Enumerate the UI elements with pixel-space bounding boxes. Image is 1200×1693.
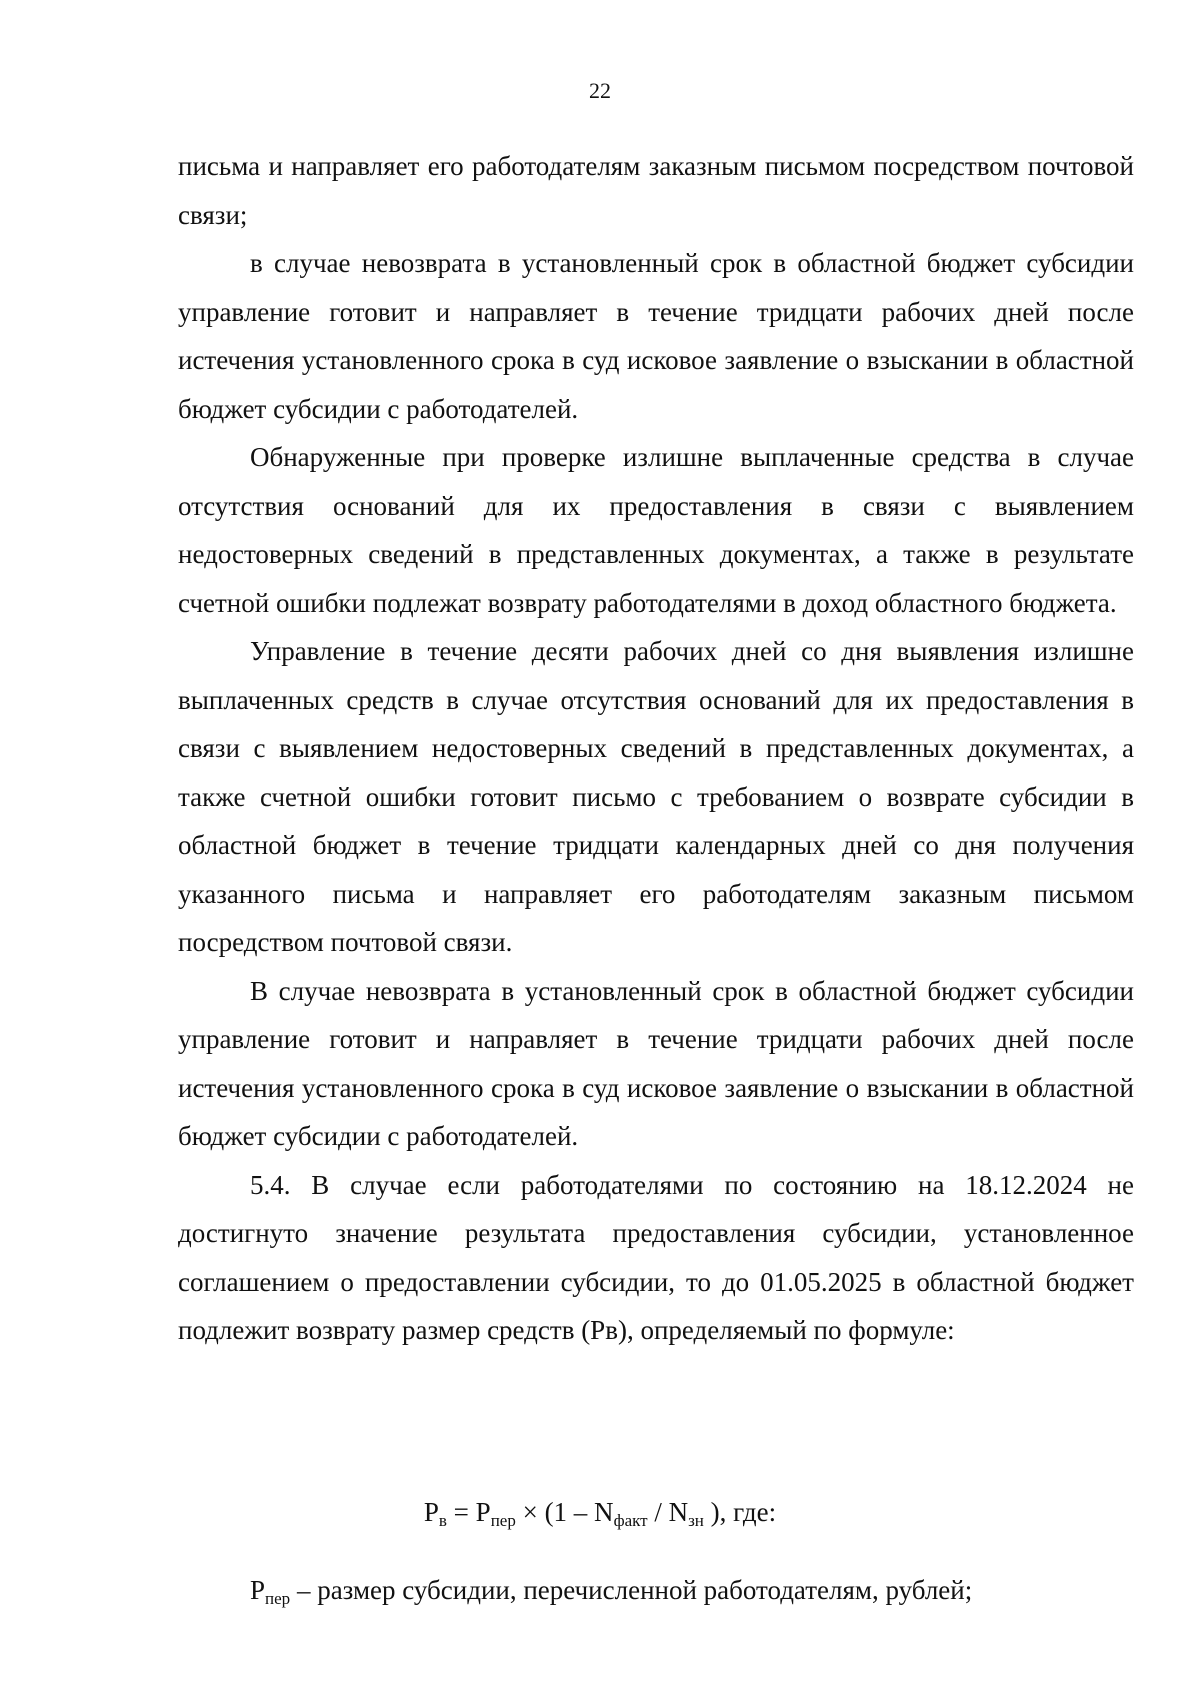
paragraph-5: В случае невозврата в установленный срок в областной бюджет субсидии управление готовит и направляет в течение тридцати рабочих дней после истечения установленного срока в суд исковое заявление о взыскании в областной бюджет субсидии с работодателей. — [178, 975, 1134, 1151]
paragraph-1: письма и направляет его работодателям заказным письмом посредством почтовой связи; — [178, 151, 1134, 230]
formula-tail: ), где: — [703, 1497, 777, 1527]
definition-text: – размер субсидии, перечисленной работодателям, рублей; — [290, 1575, 973, 1605]
formula-lhs-subscript: в — [438, 1511, 447, 1530]
formula-division: / N — [647, 1497, 689, 1527]
definition-symbol-subscript: пер — [265, 1589, 291, 1608]
formula-middle: × (1 – N — [515, 1497, 614, 1527]
paragraph-4: Управление в течение десяти рабочих дней со дня выявления излишне выплаченных средств в случае отсутствия оснований для их предоставления в связи с выявлением недостоверных сведений в представленных документах, а также счетной ошибки готовит письмо с требованием о возврате субсидии в областной бюджет в течение тридцати календарных дней со дня получения указанного письма и направляет его работодателям заказным письмом посредством почтовой связи. — [178, 636, 1134, 957]
formula-term-2-subscript: факт — [613, 1511, 648, 1530]
refund-formula — [0, 1492, 1200, 1532]
formula-term-1: Р — [475, 1497, 491, 1527]
paragraph-2: в случае невозврата в установленный срок в областной бюджет субсидии управление готовит и направляет в течение тридцати рабочих дней после истечения установленного срока в суд исковое заявление о взыскании в областной бюджет субсидии с работодателей. — [178, 248, 1134, 424]
body-text — [178, 142, 1134, 1355]
paragraph-3: Обнаруженные при проверке излишне выплаченные средства в случае отсутствия оснований для их предоставления в связи с выявлением недостоверных сведений в представленных документах, а также в результате счетной ошибки подлежат возврату работодателями в доход областного бюджета. — [178, 442, 1134, 618]
definition-symbol: Р — [250, 1575, 266, 1605]
variable-definition — [250, 1570, 1150, 1610]
formula-equals: = — [446, 1497, 476, 1527]
paragraph-6: 5.4. В случае если работодателями по состоянию на 18.12.2024 не достигнуто значение результата предоставления субсидии, установленное соглашением о предоставлении субсидии, то до 01.05.2025 в областной бюджет подлежит возврату размер средств (Рв), определяемый по формуле: — [178, 1169, 1134, 1345]
formula-term-3-subscript: зн — [688, 1511, 704, 1530]
page-number: 22 — [589, 78, 611, 103]
formula-lhs: Р — [423, 1497, 439, 1527]
formula-term-1-subscript: пер — [490, 1511, 516, 1530]
